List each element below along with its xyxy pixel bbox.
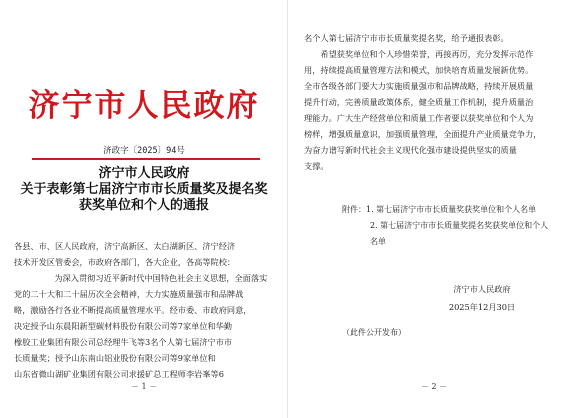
page-1-body xyxy=(14,238,274,382)
body-line: 全市各级各部门要大力实施质量强市和品牌战略，持续开展质量 xyxy=(304,81,534,91)
attachment-item: 2. 第七届济宁市市长质量奖提名奖获奖单位和个人 xyxy=(370,221,549,230)
body-line: 略，激励各行各业不断提高质量管理水平。经市委、市政府同意， xyxy=(14,305,252,315)
page-number: － 2 － xyxy=(420,382,448,391)
document-page-2 xyxy=(294,6,574,410)
body-line: 用，持续提高质量管理方法和模式，加快培育质量发展新优势。 xyxy=(304,65,534,75)
page-number: － 1 － xyxy=(130,382,158,391)
body-line: 为深入贯彻习近平新时代中国特色社会主义思想，全面落实 xyxy=(54,273,268,283)
body-line: 决定授予山东晨阳新型碳材料股份有限公司等7家单位和华勤 xyxy=(14,321,233,331)
body-line: 提升行动，完善质量政策体系，健全质量工作机制，提升质量治 xyxy=(304,97,534,107)
document-title xyxy=(4,166,284,214)
attachment-item: 附件：1. 第七届济宁市市长质量奖获奖单位和个人名单 xyxy=(342,205,537,214)
body-line: 橡胶工业集团有限公司总经理牛飞等3名个人第七届济宁市市 xyxy=(14,337,233,347)
body-line: 支撑。 xyxy=(304,161,329,171)
document-number: 济政字〔2025〕94号 xyxy=(103,146,185,156)
document-masthead: 济宁市人民政府 xyxy=(28,88,260,124)
salutation-line: 各县、市、区人民政府，济宁高新区、太白湖新区、济宁经济 xyxy=(14,241,236,251)
page-2-body xyxy=(304,30,544,174)
title-line: 获奖单位和个人的通报 xyxy=(78,198,209,213)
attachments-list xyxy=(342,202,552,250)
body-line: 名个人第七届济宁市市长质量奖提名奖，给予通报表彰。 xyxy=(304,33,509,43)
page-spread-divider xyxy=(287,0,288,418)
signature-date: 2025年12月30日 xyxy=(448,302,516,312)
body-line: 理能力。广大生产经营单位和质量工作者要以获奖单位和个人为 xyxy=(304,113,534,123)
body-line: 长质量奖；授予山东南山铝业股份有限公司等9家单位和 xyxy=(14,353,216,363)
body-line: 为奋力谱写新时代社会主义现代化强市建设提供坚实的质量 xyxy=(304,145,517,155)
body-line: 党的二十大和二十届历次全会精神，大力实施质量强市和品牌战 xyxy=(14,289,244,299)
publication-note: （此件公开发布） xyxy=(342,328,406,337)
document-page-1 xyxy=(4,6,284,410)
salutation-line: 技术开发区管委会，市政府各部门，各大企业，各高等院校： xyxy=(14,257,236,267)
masthead-red-rule xyxy=(32,158,260,160)
title-line: 关于表彰第七届济宁市市长质量奖及提名奖 xyxy=(20,182,268,197)
body-line: 榜样，增强质量意识，加强质量管理，全面提升产业质量竞争力， xyxy=(304,129,542,139)
body-line: 山东省微山湖矿业集团有限公司求援矿总工程师李岩峯等6 xyxy=(14,369,224,379)
title-line: 济宁市人民政府 xyxy=(98,166,190,181)
attachment-item-continued: 名单 xyxy=(370,237,386,246)
body-line: 希望获奖单位和个人珍惜荣誉，再接再厉，充分发挥示范作 xyxy=(320,49,534,59)
signature-organization: 济宁市人民政府 xyxy=(453,284,511,294)
